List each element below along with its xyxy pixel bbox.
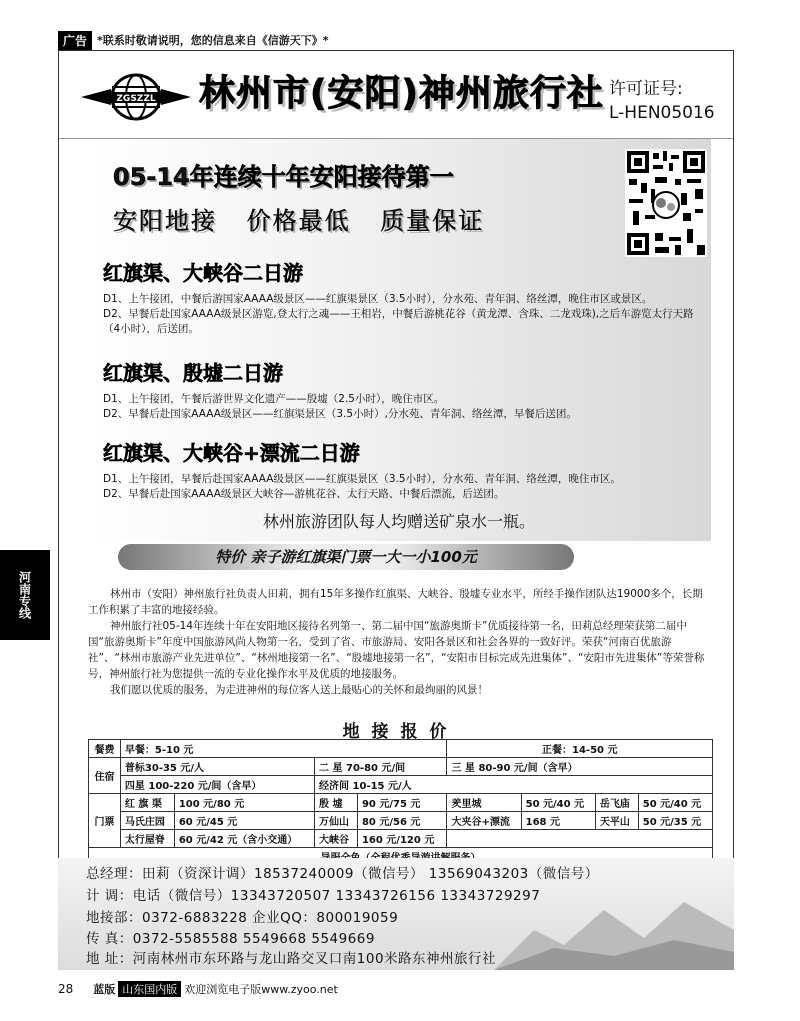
ticket-cell: 168 元	[521, 812, 595, 830]
table-row	[89, 740, 713, 758]
contact-address: 地 址：河南林州市东环路与龙山路交叉口南100米路东神州旅行社	[86, 951, 497, 967]
footer-edition-b: 山东国内版	[118, 981, 181, 997]
route-day1: D1、上午接团，午餐后游世界文化遗产——殷墟（2.5小时），晚住市区。	[103, 393, 445, 405]
route-1	[103, 257, 703, 337]
price-table	[88, 739, 713, 866]
table-row	[89, 776, 713, 794]
stay-label: 住宿	[89, 758, 121, 794]
route-day1: D1、上午接团，早餐后赴国家AAAA级景区——红旗渠景区（3.5小时），分水苑、青年洞、络丝潭，晚住市区。	[103, 473, 621, 485]
table-row	[89, 812, 713, 830]
ticket-cell: 太行屋脊	[120, 830, 174, 848]
ticket-cell: 大夹谷+漂流	[447, 812, 521, 830]
ticket-empty	[447, 830, 713, 848]
slogan-primary: 05-14年连续十年安阳接待第一	[113, 163, 454, 191]
ad-tag: 广告	[58, 31, 92, 50]
meal-label: 餐费	[89, 740, 121, 758]
stay-2star: 二 星 70-80 元/间	[315, 758, 447, 776]
route-day2: D2、早餐后赴国家AAAA级景区——红旗渠景区（3.5小时）,分水苑、青年洞、络丝潭，早餐后送团。	[103, 408, 577, 420]
contact-fax: 传 真：0372-5585588 5549668 5549669	[86, 931, 375, 947]
page-number: 28	[58, 982, 74, 996]
license-number: L-HEN05016	[609, 103, 715, 123]
ticket-cell: 马氏庄园	[120, 812, 174, 830]
ticket-cell: 60 元/45 元	[174, 812, 314, 830]
meal-lunch: 正餐：14-50 元	[447, 740, 713, 758]
footer-website[interactable]: 欢迎浏览电子版www.zyoo.net	[184, 983, 338, 996]
stay-economy: 经济间 10-15 元/人	[315, 776, 713, 794]
ticket-cell: 50 元/40 元	[638, 794, 712, 812]
ticket-cell: 殷 墟	[315, 794, 358, 812]
top-note-bar	[58, 30, 329, 50]
intro-paragraph-3: 我们愿以优质的服务，为走进神州的每位客人送上最贴心的关怀和最绚丽的风景！	[110, 684, 488, 696]
routes-panel	[87, 139, 711, 541]
section-tab: 河南专线	[0, 550, 50, 640]
route-title: 红旗渠、殷墟二日游	[103, 361, 283, 385]
route-2	[103, 357, 703, 422]
globe-logo-icon	[81, 73, 191, 121]
ticket-cell: 万仙山	[315, 812, 358, 830]
promo-banner: 特价 亲子游红旗渠门票一大一小100元	[118, 544, 574, 570]
intro-paragraph-1: 林州市（安阳）神州旅行社负责人田莉，拥有15年多操作红旗渠、大峡谷、殷墟专业水平，所经手操作团队达19000多个，长期工作积累了丰富的地接经验。	[88, 588, 703, 616]
ticket-cell: 羑里城	[447, 794, 521, 812]
ticket-cell: 天平山	[595, 812, 638, 830]
route-3	[103, 437, 703, 502]
footer-edition-a: 蓝版	[93, 983, 116, 996]
ticket-cell: 90 元/75 元	[357, 794, 447, 812]
table-row	[89, 830, 713, 848]
ticket-cell: 红 旗 渠	[120, 794, 174, 812]
ticket-label: 门票	[89, 794, 121, 848]
agency-title: 林州市(安阳)神州旅行社	[199, 73, 604, 114]
license-label: 许可证号:	[609, 79, 683, 99]
stay-standard: 普标30-35 元/人	[120, 758, 314, 776]
meal-breakfast: 早餐：5-10 元	[120, 740, 447, 758]
ticket-cell: 160 元/120 元	[357, 830, 447, 848]
ticket-cell: 岳飞庙	[595, 794, 638, 812]
intro-text	[88, 586, 713, 698]
ticket-cell: 60 元/42 元（含小交通）	[174, 830, 314, 848]
route-day2: D2、早餐后赴国家AAAA级景区大峡谷—游桃花谷、太行天路、中餐后漂流，后送团。	[103, 488, 505, 500]
table-row	[89, 758, 713, 776]
table-row	[89, 794, 713, 812]
stay-4star: 四星 100-220 元/间（含早）	[120, 776, 314, 794]
ticket-cell: 100 元/80 元	[174, 794, 314, 812]
ticket-cell: 80 元/56 元	[357, 812, 447, 830]
header	[59, 51, 733, 139]
source-note: *联系时敬请说明，您的信息来自《信游天下》*	[97, 34, 329, 47]
license	[609, 77, 715, 125]
contact-dept: 地接部：0372-6883228 企业QQ：800019059	[86, 910, 399, 926]
contact-panel	[58, 858, 734, 970]
gift-note: 林州旅游团队每人均赠送矿泉水一瓶。	[262, 512, 535, 531]
intro-paragraph-2: 神州旅行社05-14年连续十年在安阳地区接待名列第一、第二届中国“旅游奥斯卡”优质接待第一名，田莉总经理荣获第二届中国“旅游奥斯卡”年度中国旅游风尚人物第一名，受到了省、市旅游局、安阳各景区和社会各界的一致好评。荣获“河南百优旅游社”、“林州市旅游产业先进单位”、“林州地接第一名”、“殷墟地接第一名”，“安阳市目标完成先进集体”、“安阳市先进集体”等荣誉称号，神州旅行社为您提供一流的专业化操作水平及优质的地接服务。	[88, 620, 705, 680]
qr-code-icon[interactable]	[625, 149, 707, 257]
ticket-cell: 50 元/35 元	[638, 812, 712, 830]
slogan-secondary: 安阳地接 价格最低 质量保证	[113, 207, 485, 235]
ticket-cell: 50 元/40 元	[521, 794, 595, 812]
stay-3star: 三 星 80-90 元/间（含早）	[447, 758, 713, 776]
logo-text: ZGSZZL	[116, 94, 156, 104]
quote-title: 地 接 报 价	[342, 722, 450, 742]
ticket-cell: 大峡谷	[315, 830, 358, 848]
route-title: 红旗渠、大峡谷二日游	[103, 261, 303, 285]
route-day1: D1、上午接团，中餐后游国家AAAA级景区——红旗渠景区（3.5小时），分水苑、青年洞、络丝潭，晚住市区或景区。	[103, 293, 653, 305]
route-day2: D2、早餐后赴国家AAAA级景区游览,登太行之魂——王相岩，中餐后游桃花谷（黄龙潭、含珠、二龙戏珠),之后车游览太行天路（4小时），后送团。	[103, 308, 694, 335]
route-title: 红旗渠、大峡谷+漂流二日游	[103, 441, 360, 465]
footer	[58, 980, 734, 998]
contact-manager: 总经理：田莉（资深计调）18537240009（微信号） 13569043203（微信号）	[86, 866, 599, 882]
contact-planner: 计 调：电话（微信号）13343720507 13343726156 13343729297	[86, 888, 541, 904]
